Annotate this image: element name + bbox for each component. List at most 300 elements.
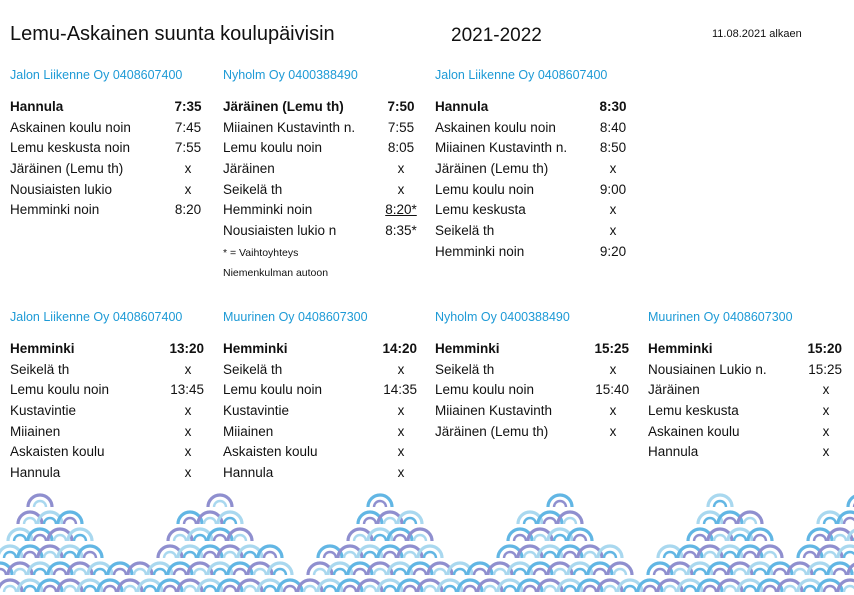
- wave-scallop: [34, 569, 46, 575]
- stop-row: [223, 381, 417, 402]
- stop-name: Askaisten koulu: [223, 444, 318, 460]
- wave-scallop: [304, 586, 316, 592]
- departure-time: 8:35*: [385, 223, 417, 239]
- wave-scallop: [704, 586, 716, 592]
- stop-name: Hannula: [435, 99, 489, 114]
- departure-time: x: [397, 444, 405, 460]
- departure-time: 8:20: [174, 202, 202, 218]
- departure-time: 7:50: [387, 99, 415, 114]
- wave-scallop: [754, 569, 766, 575]
- wave-scallop: [204, 552, 216, 558]
- stop-name: Hemminki: [10, 341, 75, 356]
- departure-time: 7:35: [174, 99, 202, 114]
- wave-scallop: [444, 586, 456, 592]
- departure-time: 15:25: [808, 361, 842, 377]
- wave-scallop: [654, 569, 666, 575]
- stop-name: Lemu koulu noin: [223, 140, 323, 156]
- stop-row: [10, 423, 204, 444]
- stop-row: [648, 340, 842, 361]
- stop-row: [223, 119, 417, 140]
- wave-scallop: [554, 535, 566, 541]
- wave-scallop: [834, 535, 846, 541]
- wave-scallop: [54, 569, 66, 575]
- departure-time: 14:20: [382, 341, 417, 356]
- departure-time: x: [609, 403, 617, 419]
- wave-scallop: [374, 535, 386, 541]
- wave-scallop: [224, 552, 236, 558]
- wave-scallop: [184, 552, 196, 558]
- wave-scallop: [434, 569, 446, 575]
- wave-scallop: [504, 552, 516, 558]
- wave-scallop: [574, 569, 586, 575]
- departure-time: 13:45: [170, 382, 204, 398]
- wave-scallop: [524, 586, 536, 592]
- stop-name: Seikelä th: [223, 361, 283, 377]
- wave-scallop: [704, 518, 716, 524]
- departure-time: x: [397, 465, 405, 481]
- wave-scallop: [414, 569, 426, 575]
- departure-time: 7:55: [387, 119, 415, 135]
- wave-scallop: [104, 586, 116, 592]
- wave-scallop: [14, 569, 26, 575]
- wave-scallop: [364, 586, 376, 592]
- stop-row: [435, 243, 629, 264]
- stop-name: Kustavintie: [223, 403, 290, 419]
- stop-row: [435, 181, 629, 202]
- wave-scallop: [744, 586, 756, 592]
- timetable-block: [10, 67, 204, 222]
- wave-scallop: [584, 586, 596, 592]
- wave-scallop: [664, 552, 676, 558]
- wave-scallop: [644, 586, 656, 592]
- stop-row: [223, 139, 417, 160]
- stop-name: Hemminki: [435, 341, 500, 356]
- stop-row: [648, 423, 842, 444]
- stop-name: Lemu koulu noin: [223, 382, 323, 398]
- wave-scallop: [414, 535, 426, 541]
- wave-scallop: [344, 552, 356, 558]
- operator-name: Jalon Liikenne Oy 0408607400: [435, 68, 608, 82]
- departure-time: 7:45: [174, 119, 202, 135]
- stop-name: Lemu koulu noin: [435, 181, 535, 197]
- wave-scallop: [804, 586, 816, 592]
- wave-scallop: [724, 586, 736, 592]
- wave-scallop: [14, 535, 26, 541]
- wave-scallop: [564, 518, 576, 524]
- departure-time: 15:25: [594, 341, 629, 356]
- wave-scallop: [784, 586, 796, 592]
- wave-scallop: [4, 586, 16, 592]
- departure-time: x: [184, 444, 192, 460]
- wave-decoration: [0, 485, 854, 595]
- departure-time: 8:30: [599, 99, 627, 114]
- stop-name: Lemu keskusta noin: [10, 140, 131, 156]
- wave-scallop: [184, 518, 196, 524]
- departure-time: 9:00: [599, 181, 627, 197]
- stop-row: [223, 201, 417, 222]
- stop-name: Askainen koulu: [648, 423, 740, 439]
- operator-name: Jalon Liikenne Oy 0408607400: [10, 310, 183, 324]
- wave-scallop: [354, 535, 366, 541]
- wave-scallop: [744, 552, 756, 558]
- school-year: 2021-2022: [451, 25, 542, 46]
- departure-time: x: [609, 223, 617, 239]
- wave-scallop: [254, 569, 266, 575]
- footnote: * = Vaihtoyhteys: [223, 246, 299, 259]
- departure-time: 8:40: [599, 119, 627, 135]
- stop-row: [10, 119, 204, 140]
- departure-time: x: [822, 444, 830, 460]
- wave-scallop: [844, 586, 854, 592]
- wave-scallop: [344, 586, 356, 592]
- wave-scallop: [224, 586, 236, 592]
- stop-name: Hemminki: [223, 341, 288, 356]
- wave-scallop: [364, 552, 376, 558]
- wave-scallop: [844, 518, 854, 524]
- operator-name: Muurinen Oy 0408607300: [223, 310, 368, 324]
- wave-scallop: [204, 518, 216, 524]
- wave-scallop: [144, 586, 156, 592]
- wave-scallop: [184, 586, 196, 592]
- wave-scallop: [544, 586, 556, 592]
- wave-scallop: [0, 569, 6, 575]
- wave-scallop: [384, 586, 396, 592]
- wave-scallop: [44, 552, 56, 558]
- wave-scallop: [34, 501, 46, 507]
- departure-time: x: [397, 403, 405, 419]
- stop-row: [648, 381, 842, 402]
- stop-name: Seikelä th: [435, 223, 495, 239]
- wave-scallop: [84, 586, 96, 592]
- wave-scallop: [194, 569, 206, 575]
- wave-scallop: [404, 518, 416, 524]
- wave-scallop: [594, 569, 606, 575]
- stop-name: Miiainen Kustavinth n.: [223, 119, 356, 135]
- wave-scallop: [244, 552, 256, 558]
- wave-scallop: [34, 535, 46, 541]
- stop-name: Hannula: [223, 465, 274, 481]
- wave-scallop: [744, 518, 756, 524]
- departure-time: x: [822, 403, 830, 419]
- wave-scallop: [64, 586, 76, 592]
- timetable-block: [223, 67, 417, 283]
- stop-name: Hemminki noin: [435, 243, 525, 259]
- stop-row: [10, 464, 204, 485]
- stop-row: [435, 222, 629, 243]
- stop-row: [223, 361, 417, 382]
- stop-name: Askainen koulu noin: [10, 119, 131, 135]
- departure-time: 9:20: [599, 243, 627, 259]
- wave-scallop: [124, 586, 136, 592]
- stop-row: [435, 201, 629, 222]
- wave-scallop: [754, 535, 766, 541]
- wave-scallop: [164, 552, 176, 558]
- wave-scallop: [424, 552, 436, 558]
- wave-scallop: [714, 569, 726, 575]
- stop-name: Miiainen: [10, 423, 61, 439]
- operator-name: Muurinen Oy 0408607300: [648, 310, 793, 324]
- wave-scallop: [684, 586, 696, 592]
- stop-name: Järäinen (Lemu th): [10, 161, 124, 177]
- stop-name: Järäinen (Lemu th): [435, 161, 549, 177]
- wave-scallop: [474, 569, 486, 575]
- wave-scallop: [214, 501, 226, 507]
- wave-scallop: [194, 535, 206, 541]
- wave-scallop: [804, 552, 816, 558]
- wave-scallop: [174, 569, 186, 575]
- stop-name: Hemminki noin: [223, 202, 313, 218]
- departure-time: x: [609, 423, 617, 439]
- stop-row: [10, 381, 204, 402]
- departure-time: x: [609, 161, 617, 177]
- stop-row: [223, 222, 417, 243]
- stop-row: [10, 139, 204, 160]
- wave-scallop: [24, 586, 36, 592]
- timetable-block: [10, 309, 204, 485]
- wave-scallop: [404, 552, 416, 558]
- stop-name: Lemu koulu noin: [10, 382, 110, 398]
- stop-name: Järäinen: [648, 382, 700, 398]
- departure-time: 13:20: [169, 341, 204, 356]
- departure-time: x: [184, 423, 192, 439]
- wave-scallop: [504, 586, 516, 592]
- departure-time: 8:20*: [385, 202, 417, 218]
- stop-row: [223, 423, 417, 444]
- wave-scallop: [734, 535, 746, 541]
- wave-scallop: [274, 569, 286, 575]
- stop-row: [435, 381, 629, 402]
- departure-time: x: [397, 181, 405, 197]
- stop-name: Järäinen: [223, 161, 275, 177]
- wave-scallop: [604, 586, 616, 592]
- stop-row: [10, 181, 204, 202]
- stop-row: [435, 340, 629, 361]
- timetable-block: [648, 309, 842, 464]
- wave-scallop: [514, 569, 526, 575]
- departure-time: x: [184, 361, 192, 377]
- wave-scallop: [44, 518, 56, 524]
- footnote: Niemenkulman autoon: [223, 266, 329, 279]
- wave-scallop: [724, 552, 736, 558]
- timetable-block: [223, 309, 417, 485]
- wave-scallop: [74, 535, 86, 541]
- wave-scallop: [374, 501, 386, 507]
- stop-name: Askaisten koulu: [10, 444, 105, 460]
- stop-row: [223, 464, 417, 485]
- wave-scallop: [244, 586, 256, 592]
- wave-scallop: [394, 569, 406, 575]
- wave-scallop: [714, 535, 726, 541]
- stop-name: Miiainen: [223, 423, 274, 439]
- wave-scallop: [844, 552, 854, 558]
- wave-scallop: [624, 586, 636, 592]
- wave-scallop: [524, 552, 536, 558]
- departure-time: 14:35: [383, 382, 417, 398]
- valid-from-date: 11.08.2021 alkaen: [712, 28, 802, 40]
- wave-scallop: [764, 586, 776, 592]
- wave-scallop: [44, 586, 56, 592]
- stop-row: [435, 98, 629, 119]
- stop-name: Nousiaisten lukio n: [223, 223, 337, 239]
- stop-name: Järäinen (Lemu th): [223, 99, 344, 114]
- stop-row: [435, 423, 629, 444]
- stop-row: [10, 402, 204, 423]
- wave-scallop: [24, 518, 36, 524]
- operator-name: Nyholm Oy 0400388490: [435, 310, 570, 324]
- wave-scallop: [544, 552, 556, 558]
- wave-scallop: [524, 518, 536, 524]
- stop-name: Seikelä th: [435, 361, 495, 377]
- wave-scallop: [604, 552, 616, 558]
- stop-row: [223, 340, 417, 361]
- wave-scallop: [564, 552, 576, 558]
- stop-row: [223, 443, 417, 464]
- departure-time: x: [822, 423, 830, 439]
- departure-time: x: [397, 423, 405, 439]
- stop-row: [10, 201, 204, 222]
- wave-scallop: [94, 569, 106, 575]
- wave-scallop: [324, 586, 336, 592]
- wave-scallop: [264, 552, 276, 558]
- wave-scallop: [264, 586, 276, 592]
- departure-time: x: [609, 202, 617, 218]
- stop-row: [10, 340, 204, 361]
- stop-row: [435, 160, 629, 181]
- wave-scallop: [84, 552, 96, 558]
- wave-scallop: [534, 535, 546, 541]
- wave-scallop: [534, 569, 546, 575]
- wave-scallop: [4, 552, 16, 558]
- wave-scallop: [134, 569, 146, 575]
- wave-scallop: [694, 535, 706, 541]
- stop-name: Askainen koulu noin: [435, 119, 556, 135]
- stop-name: Hemminki noin: [10, 202, 100, 218]
- departure-time: 15:40: [595, 382, 629, 398]
- stop-row: [10, 160, 204, 181]
- wave-scallop: [464, 586, 476, 592]
- stop-name: Lemu keskusta: [435, 202, 526, 218]
- stop-row: [223, 181, 417, 202]
- wave-scallop: [544, 518, 556, 524]
- stop-row: [223, 98, 417, 119]
- wave-scallop: [324, 552, 336, 558]
- wave-scallop: [314, 569, 326, 575]
- wave-scallop: [214, 535, 226, 541]
- wave-scallop: [564, 586, 576, 592]
- wave-scallop: [814, 535, 826, 541]
- page-title: Lemu-Askainen suunta koulupäivisin: [10, 23, 335, 45]
- wave-scallop: [774, 569, 786, 575]
- wave-scallop: [374, 569, 386, 575]
- departure-time: x: [184, 403, 192, 419]
- timetable-block: [435, 309, 629, 443]
- stop-row: [10, 361, 204, 382]
- wave-scallop: [224, 518, 236, 524]
- stop-row: [435, 119, 629, 140]
- wave-scallop: [384, 518, 396, 524]
- wave-scallop: [234, 535, 246, 541]
- wave-scallop: [394, 535, 406, 541]
- wave-scallop: [684, 552, 696, 558]
- wave-scallop: [714, 501, 726, 507]
- stop-name: Järäinen (Lemu th): [435, 423, 549, 439]
- wave-scallop: [214, 569, 226, 575]
- departure-time: x: [184, 465, 192, 481]
- stop-row: [435, 139, 629, 160]
- wave-scallop: [424, 586, 436, 592]
- wave-scallop: [234, 569, 246, 575]
- stop-name: Kustavintie: [10, 403, 77, 419]
- wave-scallop: [834, 569, 846, 575]
- departure-time: 8:05: [387, 140, 415, 156]
- departure-time: x: [822, 382, 830, 398]
- wave-scallop: [164, 586, 176, 592]
- wave-scallop: [724, 518, 736, 524]
- stop-name: Miiainen Kustavinth: [435, 403, 553, 419]
- wave-scallop: [574, 535, 586, 541]
- stop-row: [435, 361, 629, 382]
- wave-scallop: [794, 569, 806, 575]
- wave-scallop: [54, 535, 66, 541]
- wave-scallop: [284, 586, 296, 592]
- departure-time: 7:55: [174, 140, 202, 156]
- stop-row: [10, 443, 204, 464]
- wave-scallop: [494, 569, 506, 575]
- wave-scallop: [204, 586, 216, 592]
- stop-name: Nousiaisten lukio: [10, 181, 113, 197]
- wave-scallop: [404, 586, 416, 592]
- stop-row: [223, 160, 417, 181]
- timetable-block: [435, 67, 629, 264]
- wave-scallop: [664, 586, 676, 592]
- stop-row: [648, 402, 842, 423]
- departure-time: x: [184, 161, 192, 177]
- wave-scallop: [614, 569, 626, 575]
- wave-scallop: [364, 518, 376, 524]
- departure-time: x: [397, 161, 405, 177]
- wave-scallop: [514, 535, 526, 541]
- wave-scallop: [764, 552, 776, 558]
- wave-scallop: [824, 552, 836, 558]
- departure-time: x: [184, 181, 192, 197]
- departure-time: x: [609, 361, 617, 377]
- wave-scallop: [74, 569, 86, 575]
- stop-name: Lemu koulu noin: [435, 382, 535, 398]
- stop-name: Miiainen Kustavinth n.: [435, 140, 568, 156]
- stop-name: Nousiainen Lukio n.: [648, 361, 767, 377]
- wave-scallop: [814, 569, 826, 575]
- wave-scallop: [674, 569, 686, 575]
- wave-scallop: [824, 586, 836, 592]
- wave-scallop: [384, 552, 396, 558]
- wave-scallop: [704, 552, 716, 558]
- wave-scallop: [554, 569, 566, 575]
- stop-row: [435, 402, 629, 423]
- stop-name: Seikelä th: [10, 361, 70, 377]
- wave-scallop: [114, 569, 126, 575]
- wave-scallop: [154, 569, 166, 575]
- departure-time: 8:50: [599, 140, 627, 156]
- wave-scallop: [734, 569, 746, 575]
- stop-row: [648, 443, 842, 464]
- departure-time: 15:20: [807, 341, 842, 356]
- wave-scallop: [554, 501, 566, 507]
- stop-row: [648, 361, 842, 382]
- wave-scallop: [334, 569, 346, 575]
- operator-name: Jalon Liikenne Oy 0408607400: [10, 68, 183, 82]
- departure-time: x: [397, 361, 405, 377]
- operator-name: Nyholm Oy 0400388490: [223, 68, 358, 82]
